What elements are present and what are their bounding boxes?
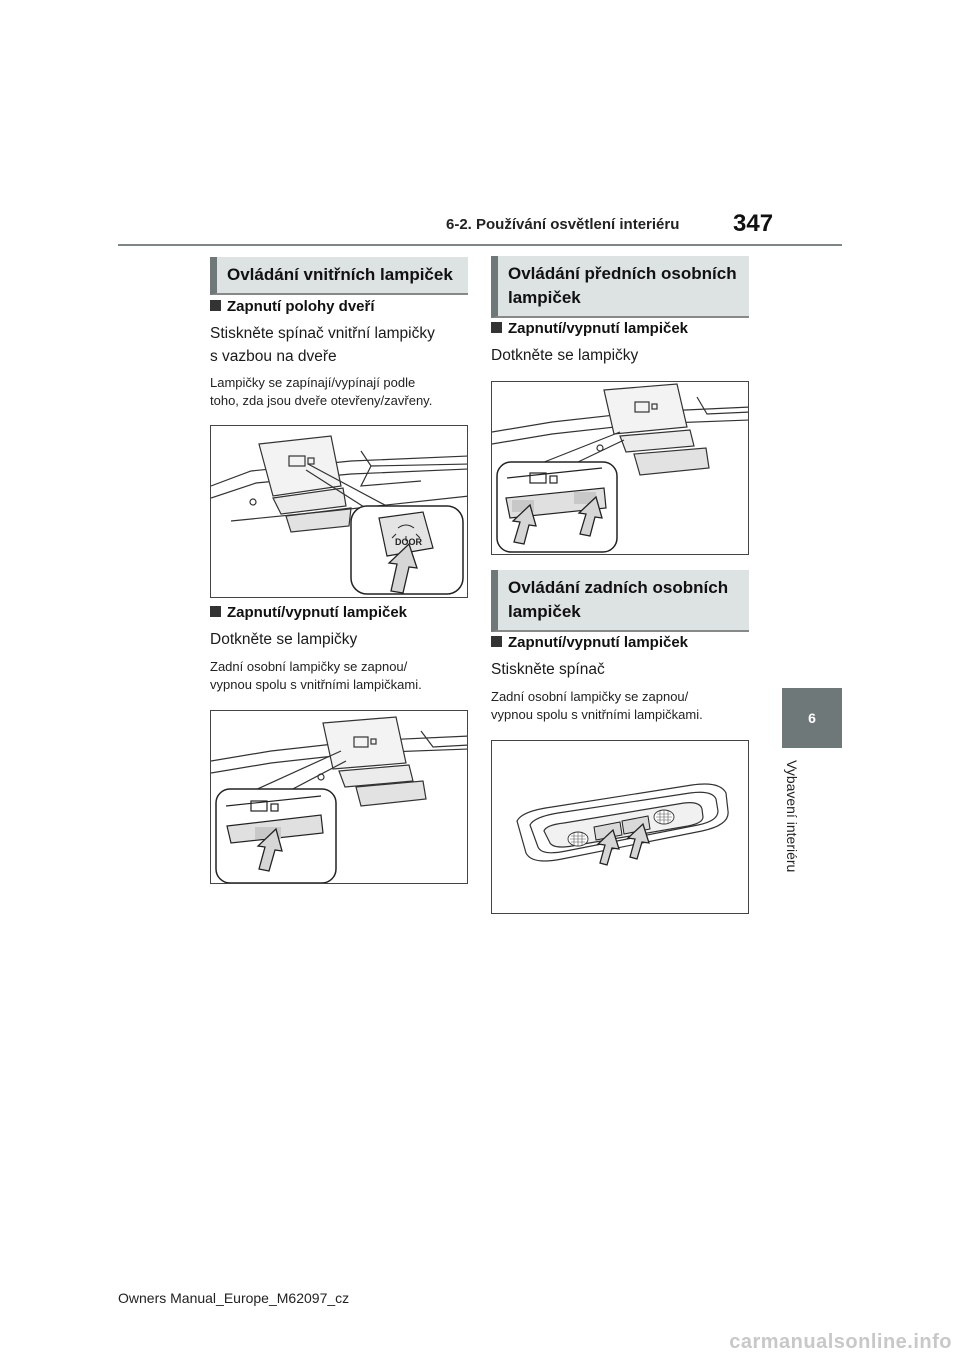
note-line: vypnou spolu s vnitřními lampičkami. bbox=[491, 707, 703, 722]
body-line: Stiskněte spínač vnitřní lampičky bbox=[210, 325, 435, 342]
figure-front-personal-lamps bbox=[491, 381, 749, 555]
note-rear-toggle bbox=[491, 688, 703, 724]
heading-interior-lights-text: Ovládání vnitřních lampiček bbox=[227, 265, 453, 284]
heading-front-personal-lights bbox=[491, 256, 749, 318]
page-number: 347 bbox=[733, 210, 774, 237]
figure-rear-lamp-switch bbox=[491, 740, 749, 914]
section-title: 6-2. Používání osvětlení interiéru bbox=[446, 216, 680, 233]
subheading-door-position bbox=[210, 298, 375, 315]
heading-rear-personal-lights bbox=[491, 570, 749, 632]
interior-lamp-illustration bbox=[211, 711, 468, 884]
body-toggle-lights: Dotkněte se lampičky bbox=[210, 631, 358, 648]
bullet-square-icon bbox=[491, 322, 502, 333]
body-line: s vazbou na dveře bbox=[210, 348, 337, 365]
chapter-tab[interactable] bbox=[782, 688, 842, 748]
note-line: vypnou spolu s vnitřními lampičkami. bbox=[210, 677, 422, 692]
door-switch-illustration bbox=[211, 426, 468, 598]
watermark: carmanualsonline.info bbox=[729, 1331, 952, 1353]
body-door-position bbox=[210, 322, 435, 368]
body-front-toggle: Dotkněte se lampičky bbox=[491, 347, 639, 364]
heading-line: Ovládání zadních osobních bbox=[508, 578, 729, 597]
heading-interior-lights bbox=[210, 257, 468, 295]
door-button-label: DOOR bbox=[395, 537, 422, 547]
subheading-toggle-lights bbox=[210, 604, 407, 621]
note-line: Zadní osobní lampičky se zapnou/ bbox=[491, 689, 689, 704]
chapter-number: 6 bbox=[808, 710, 816, 726]
heading-line: lampiček bbox=[508, 288, 581, 307]
front-lamps-illustration bbox=[492, 382, 749, 555]
bullet-square-icon bbox=[491, 636, 502, 647]
note-door-position bbox=[210, 374, 432, 410]
note-line: toho, zda jsou dveře otevřeny/zavřeny. bbox=[210, 393, 433, 408]
subheading-front-toggle bbox=[491, 320, 688, 337]
subheading-rear-toggle bbox=[491, 634, 688, 651]
note-toggle-lights bbox=[210, 658, 422, 694]
subheading-front-toggle-text: Zapnutí/vypnutí lampiček bbox=[508, 320, 689, 337]
figure-door-switch bbox=[210, 425, 468, 598]
figure-interior-lamp-touch bbox=[210, 710, 468, 884]
heading-line: Ovládání předních osobních bbox=[508, 264, 737, 283]
subheading-rear-toggle-text: Zapnutí/vypnutí lampiček bbox=[508, 634, 689, 651]
note-line: Zadní osobní lampičky se zapnou/ bbox=[210, 659, 408, 674]
chapter-label: Vybavení interiéru bbox=[784, 760, 800, 873]
header-divider bbox=[118, 244, 842, 246]
note-line: Lampičky se zapínají/vypínají podle bbox=[210, 375, 416, 390]
rear-lamp-illustration bbox=[492, 741, 749, 914]
subheading-door-position-text: Zapnutí polohy dveří bbox=[227, 298, 375, 315]
body-rear-toggle: Stiskněte spínač bbox=[491, 661, 605, 678]
bullet-square-icon bbox=[210, 300, 221, 311]
footer-manual-id: Owners Manual_Europe_M62097_cz bbox=[118, 1290, 350, 1306]
heading-line: lampiček bbox=[508, 602, 581, 621]
subheading-toggle-lights-text: Zapnutí/vypnutí lampiček bbox=[227, 604, 408, 621]
bullet-square-icon bbox=[210, 606, 221, 617]
